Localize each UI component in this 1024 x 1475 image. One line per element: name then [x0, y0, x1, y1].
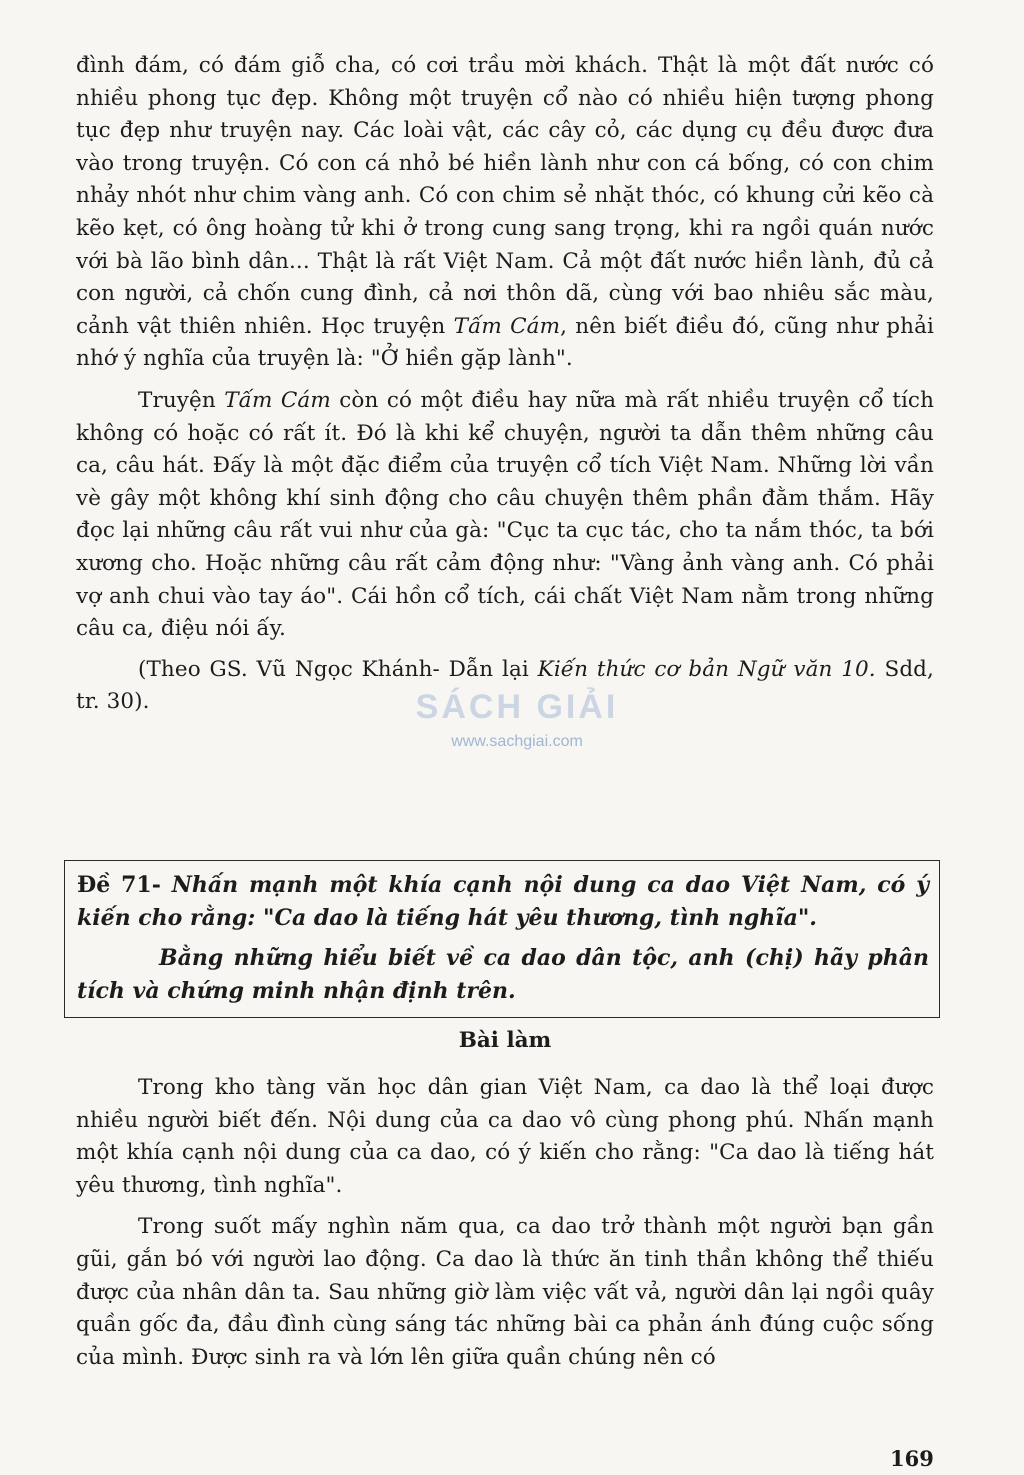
citation-text: (Theo GS. Vũ Ngọc Khánh- Dẫn lại: [138, 656, 538, 682]
italic-title: Tấm Cám: [224, 387, 331, 413]
watermark-brand: SÁCH GIẢI: [415, 688, 619, 726]
italic-title: Tấm Cám: [453, 313, 561, 339]
essay-paragraph: Trong kho tàng văn học dân gian Việt Nam, ca dao là thể loại được nhiều người biết đến. Nội dung của ca dao vô cùng phong phú. Nhấn mạnh một khía cạnh nội dung của ca dao, có ý kiến cho rằng: "Ca dao là tiếng hát yêu thương, tình nghĩa".: [76, 1075, 934, 1198]
citation-text: Sdd, tr. 30).: [76, 656, 934, 715]
paragraph-tam-cam-songs: [76, 385, 934, 646]
paragraph-text: Truyện: [138, 387, 225, 413]
paragraph-text: đình đám, có đám giỗ cha, có cơi trầu mời khách. Thật là một đất nước có nhiều phong tục đẹp. Không một truyện cổ nào có nhiều hiện tượng phong tục đẹp như truyện nay. Các loài vật, các cây cỏ, các dụng cụ đều được đưa vào trong truyện. Có con cá nhỏ bé hiền lành như con cá bống, có con chim nhảy nhót như chim vàng anh. Có con chim sẻ nhặt thóc, có khung cửi kẽo cà kẽo kẹt, có ông hoàng tử khi ở trong cung sang trọng, khi ra ngồi quán nước với bà lão bình dân... Thật là rất Việt Nam. Cả một đất nước hiền lành, đủ cả con người, cả chốn cung đình, cả nơi thôn dã, cùng với bao nhiêu sắc màu, cảnh vật thiên nhiên. Học truyện: [76, 53, 934, 339]
essay-paragraph: Trong suốt mấy nghìn năm qua, ca dao trở thành một người bạn gần gũi, gắn bó với người lao động. Ca dao là thức ăn tinh thần không thể thiếu được của nhân dân ta. Sau những giờ làm việc vất vả, người dân lại ngồi quây quần gốc đa, đầu đình cùng sáng tác những bài ca phản ánh đúng cuộc sống của mình. Được sinh ra và lớn lên giữa quần chúng nên có: [76, 1214, 934, 1370]
essay-body: [76, 1072, 934, 1374]
topic-text: Nhấn mạnh một khía cạnh nội dung ca dao Việt Nam, có ý kiến cho rằng: "Ca dao là tiếng hát yêu thương, tình nghĩa".: [77, 872, 929, 931]
topic-box: [64, 860, 940, 1018]
paragraph-text: còn có một điều hay nữa mà rất nhiều truyện cổ tích không có hoặc có rất ít. Đó là khi kể chuyện, người ta dẫn thêm những câu ca, câu hát. Đấy là một đặc điểm của truyện cổ tích Việt Nam. Những lời vần vè gây một không khí sinh động cho câu chuyện thêm phần đằm thắm. Hãy đọc lại những câu rất vui như của gà: "Cục ta cục tác, cho ta nắm thóc, ta bới xương cho. Hoặc những câu rất cảm động như: "Vàng ảnh vàng anh. Có phải vợ anh chui vào tay áo". Cái hồn cổ tích, cái chất Việt Nam nằm trong những câu ca, điệu nói ấy.: [76, 387, 935, 642]
source-citation: [76, 654, 934, 719]
top-text: [76, 50, 934, 719]
paragraph-tam-cam-customs: [76, 50, 934, 376]
citation-book-title: Kiến thức cơ bản Ngữ văn 10.: [537, 656, 876, 682]
essay-heading: Bài làm: [458, 1028, 552, 1053]
topic-line-1: [77, 869, 929, 935]
topic-line-2: Bằng những hiểu biết về ca dao dân tộc, anh (chị) hãy phân tích và chứng minh nhận định trên.: [77, 945, 929, 1004]
watermark-url: www.sachgiai.com: [451, 733, 583, 750]
page-number: 169: [890, 1446, 934, 1471]
paragraph-text: , nên biết điều đó, cũng như phải nhớ ý nghĩa của truyện là: "Ở hiền gặp lành".: [76, 313, 934, 372]
topic-label: Đề 71-: [77, 872, 161, 898]
